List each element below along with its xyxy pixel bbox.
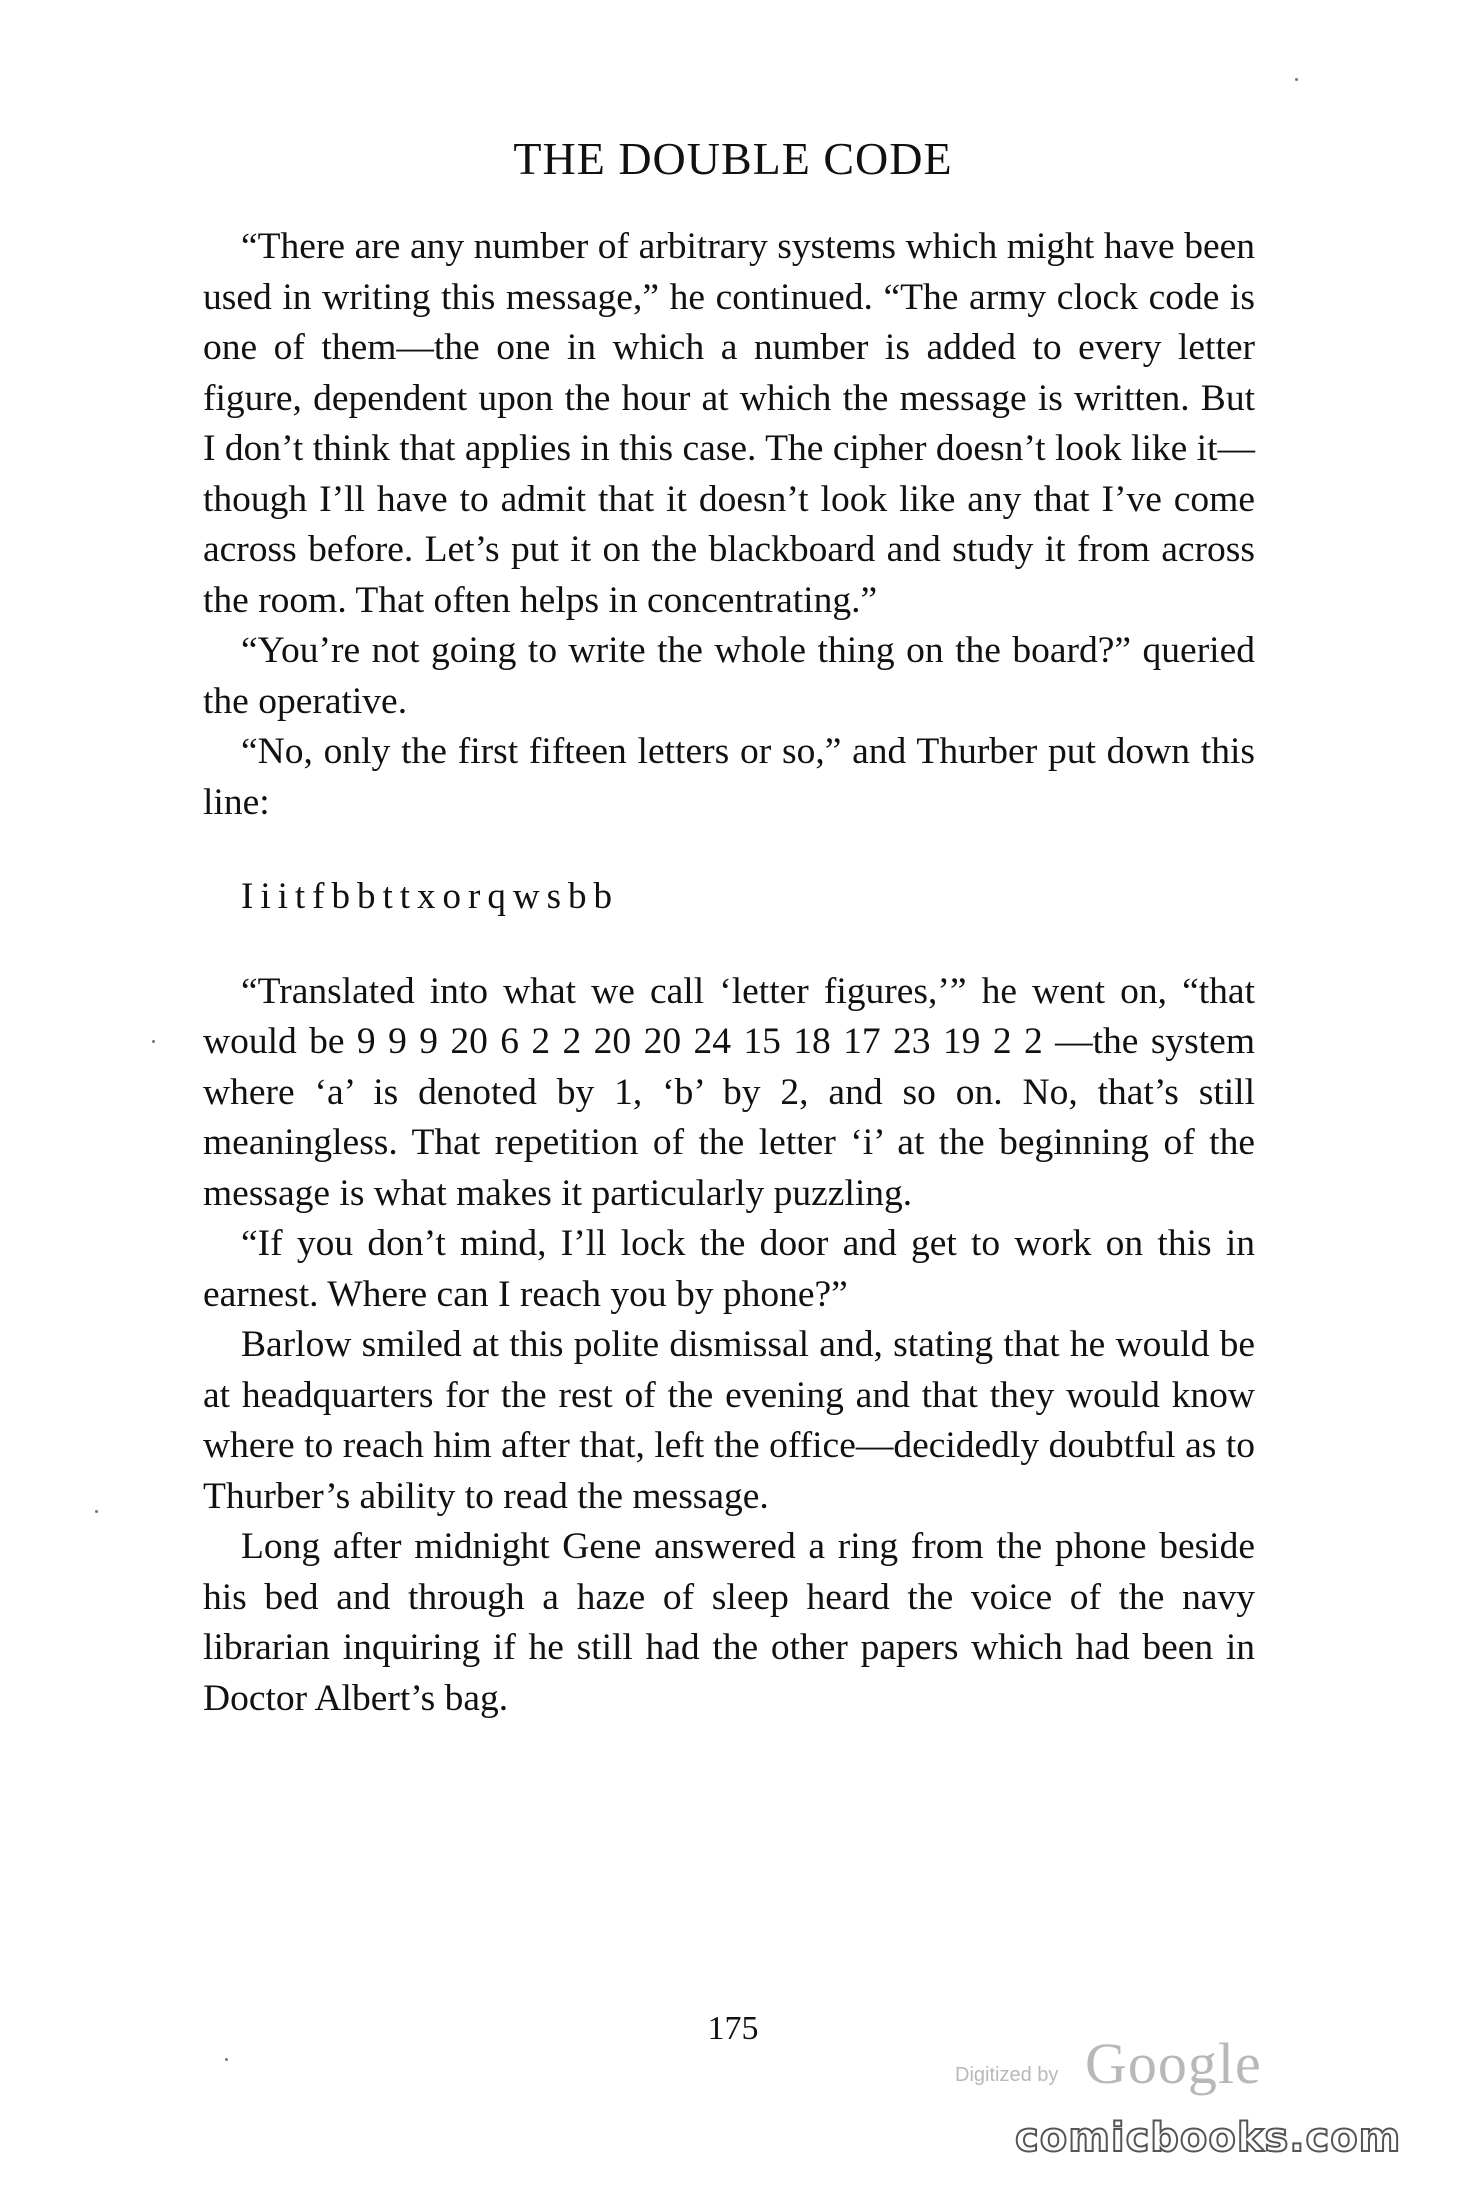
paragraph: “There are any number of arbitrary systems which might have been used in writing this message,” he continued. “The army clock code is one of them—the one in which a number is added to every letter figure, dependent upon the hour at which the message is written. But I don’t think that applies in this case. The cipher doesn’t look like it—though I’ll have to admit that it doesn’t look like any that I’ve come across before. Let’s put it on the blackboard and study it from across the room. That often helps in concentrating.” <box>203 226 1255 621</box>
paper-speck <box>1295 78 1298 81</box>
paper-speck <box>95 1510 98 1513</box>
paragraph: “No, only the first fifteen letters or so,” and Thurber put down this line: <box>203 731 1255 823</box>
cipher-line: Iiitfbbttxorqwsbb <box>241 876 619 917</box>
paragraph: “If you don’t mind, I’ll lock the door and get to work on this in earnest. Where can I reach you by phone?” <box>203 1223 1255 1315</box>
site-watermark: comicbooks.com <box>1015 2115 1402 2161</box>
paper-speck <box>225 2058 228 2061</box>
google-digitized-watermark <box>945 2030 1265 2100</box>
paragraph: Long after midnight Gene answered a ring from the phone beside his bed and through a haze of sleep heard the voice of the navy librarian inquiring if he still had the other papers which had been in Doctor Albert’s bag. <box>203 1526 1255 1719</box>
paragraph: “You’re not going to write the whole thing on the board?” queried the operative. <box>203 630 1255 722</box>
google-wordmark: Google <box>1085 2031 1262 2096</box>
page-number: 175 <box>707 2010 759 2047</box>
paragraph: “Translated into what we call ‘letter figures,’” he went on, “that would be 9 9 9 20 6 2 2 20 20 24 15 18 17 23 19 2 2 —the system where ‘a’ is denoted by 1, ‘b’ by 2, and so on. No, that’s still meaningless. That repetition of the letter ‘i’ at the beginning of the message is what makes it particularly puzzling. <box>203 970 1255 1214</box>
paragraph: Barlow smiled at this polite dismissal and, stating that he would be at headquarters for the rest of the evening and that they would know where to reach him after that, left the office—decidedly doubtful as to Thurber’s ability to read the message. <box>203 1324 1255 1517</box>
running-head: THE DOUBLE CODE <box>513 133 953 184</box>
digitized-by-label: Digitized by <box>955 2064 1059 2086</box>
body-text <box>203 222 1255 1724</box>
paper-speck <box>152 1040 155 1043</box>
